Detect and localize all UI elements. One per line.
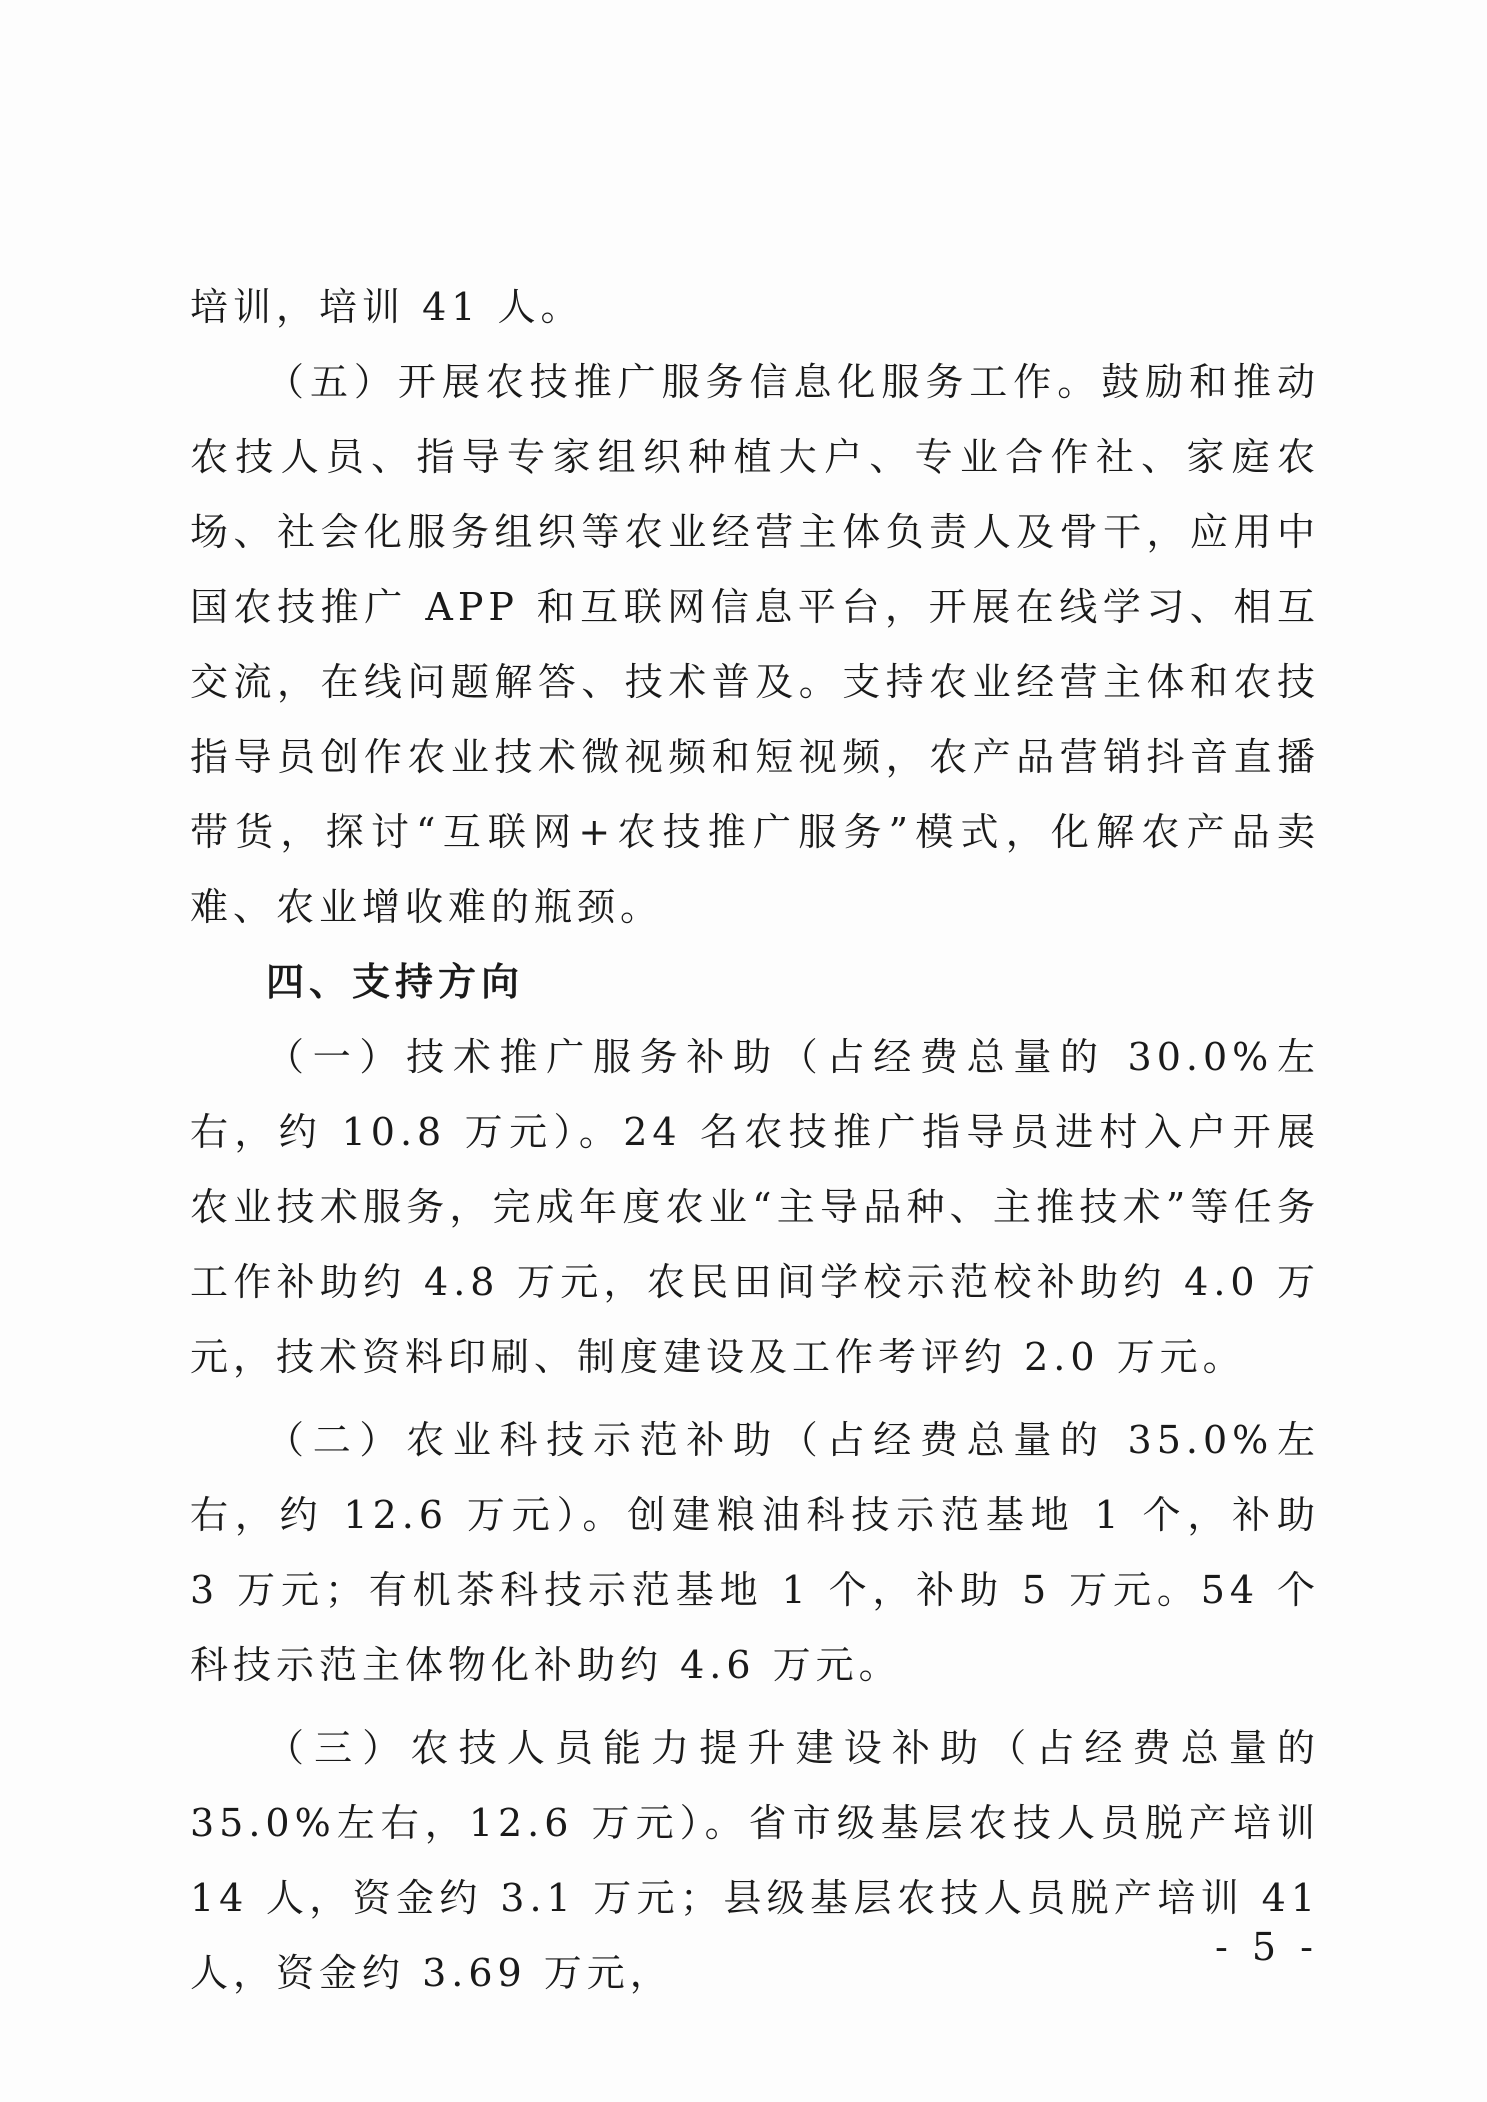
section-heading-support-direction: 四、支持方向 [266,960,525,1004]
spacer [190,1703,1320,1711]
paragraph-informatization-service: （五）开展农技推广服务信息化服务工作。鼓励和推动农技人员、指导专家组织种植大户、专业合作社、家庭农场、社会化服务组织等农业经营主体负责人及骨干，应用中国农技推广 APP 和互联网信息平台，开展在线学习、相互交流，在线问题解答、技术普及。支持农业经营主体和农技指导员创作农业技术微视频和短视频，农产品营销抖音直播带货，探讨“互联网+农技推广服务”模式，化解农产品卖难、农业增收难的瓶颈。 [190,360,1320,929]
document-body [190,270,1320,2011]
paragraph-tech-promotion-subsidy: （一）技术推广服务补助（占经费总量的 30.0%左右，约 10.8 万元）。24 名农技推广指导员进村入户开展农业技术服务，完成年度农业“主导品种、主推技术”等任务工作补助约 4.8 万元，农民田间学校示范校补助约 4.0 万元，技术资料印刷、制度建设及工作考评约 2.0 万元。 [190,1035,1320,1379]
spacer [190,1395,1320,1403]
paragraph-training-count: 培训，培训 41 人。 [190,285,584,329]
paragraph-sci-tech-demo-subsidy: （二）农业科技示范补助（占经费总量的 35.0%左右，约 12.6 万元）。创建粮油科技示范基地 1 个，补助 3 万元；有机茶科技示范基地 1 个，补助 5 万元。54 个科技示范主体物化补助约 4.6 万元。 [190,1418,1320,1687]
paragraph-capacity-building-subsidy: （三）农技人员能力提升建设补助（占经费总量的 35.0%左右，12.6 万元）。省市级基层农技人员脱产培训 14 人，资金约 3.1 万元；县级基层农技人员脱产培训 41 人，资金约 3.69 万元， [190,1726,1320,1995]
page-number: - 5 - [1215,1925,1320,1969]
